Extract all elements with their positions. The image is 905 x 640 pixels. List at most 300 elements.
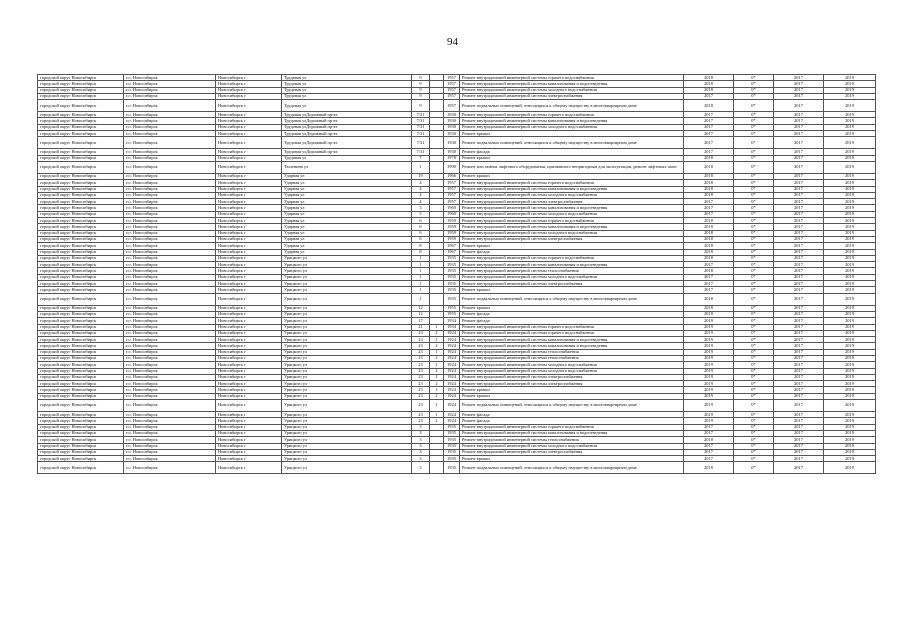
cell-municipality: городской округ Новосибирск [38,249,124,255]
cell-locality: Новосибирск г [216,437,282,443]
cell-year-built: 1924 [444,381,460,387]
cell-year-built: 1957 [444,87,460,93]
cell-building: 2 [430,381,444,387]
cell-settlement: г.о. Новосибирск [124,374,216,380]
cell-cost: 0* [734,118,774,124]
cell-municipality: городской округ Новосибирск [38,124,124,130]
cell-house-number: 1 [412,293,430,305]
cell-year-built: 1967 [444,243,460,249]
cell-work-type: Ремонт внутридомовой инженерной системы канализования и водоотведения [460,224,684,230]
cell-settlement: г.о. Новосибирск [124,262,216,268]
cell-municipality: городской округ Новосибирск [38,205,124,211]
cell-planned-year: 2019 [684,412,734,418]
cell-street: Урицкого ул [282,449,412,455]
cell-locality: Новосибирск г [216,311,282,317]
cell-street: Тюленина ул [282,161,412,173]
cell-settlement: г.о. Новосибирск [124,75,216,81]
cell-period-start: 2017 [774,180,824,186]
cell-work-type: Ремонт или замена лифтового оборудования, признанного непригодным для эксплуатации, ремонт лифтовых шахт [460,161,684,173]
cell-locality: Новосибирск г [216,318,282,324]
cell-period-end: 2019 [824,418,876,424]
cell-house-number: 5 [412,211,430,217]
cell-cost: 0* [734,180,774,186]
cell-year-built: 1959 [444,236,460,242]
cell-period-end: 2019 [824,137,876,149]
cell-street: Трудовая улДорожный пр-кт [282,137,412,149]
cell-municipality: городской округ Новосибирск [38,362,124,368]
cell-municipality: городской округ Новосибирск [38,218,124,224]
cell-work-type: Ремонт внутридомовой инженерной системы теплоснабжения [460,355,684,361]
cell-settlement: г.о. Новосибирск [124,93,216,99]
cell-cost: 0* [734,255,774,261]
cell-cost: 0* [734,161,774,173]
cell-work-type: Ремонт внутридомовой инженерной системы горячего водоснабжения [460,330,684,336]
cell-planned-year: 2017 [684,205,734,211]
cell-period-end: 2019 [824,443,876,449]
cell-work-type: Ремонт внутридомовой инженерной системы электроснабжения [460,93,684,99]
cell-period-end: 2019 [824,173,876,179]
cell-cost: 0* [734,393,774,399]
cell-municipality: городской округ Новосибирск [38,236,124,242]
cell-locality: Новосибирск г [216,449,282,455]
cell-municipality: городской округ Новосибирск [38,211,124,217]
cell-house-number: 12 [412,305,430,311]
cell-period-start: 2017 [774,243,824,249]
cell-municipality: городской округ Новосибирск [38,337,124,343]
cell-cost: 0* [734,236,774,242]
cell-period-start: 2017 [774,305,824,311]
cell-period-start: 2017 [774,236,824,242]
cell-street: Ударная ул [282,186,412,192]
cell-building: 1 [430,337,444,343]
cell-street: Ударная ул [282,230,412,236]
cell-street: Урицкого ул [282,355,412,361]
cell-house-number: 12 [412,311,430,317]
cell-house-number: 8 [412,249,430,255]
cell-planned-year: 2017 [684,424,734,430]
cell-planned-year: 2019 [684,337,734,343]
cell-cost: 0* [734,374,774,380]
cell-period-end: 2019 [824,393,876,399]
cell-house-number: 7 [412,155,430,161]
cell-year-built: 1955 [444,311,460,317]
cell-settlement: г.о. Новосибирск [124,100,216,112]
cell-cost: 0* [734,362,774,368]
cell-building: 1 [430,400,444,412]
cell-work-type: Ремонт внутридомовой инженерной системы горячего водоснабжения [460,424,684,430]
cell-settlement: г.о. Новосибирск [124,281,216,287]
cell-cost: 0* [734,81,774,87]
cell-building: 1 [430,387,444,393]
cell-locality: Новосибирск г [216,305,282,311]
cell-street: Урицкого ул [282,274,412,280]
cell-house-number: 3 [412,424,430,430]
cell-settlement: г.о. Новосибирск [124,287,216,293]
cell-year-built: 1957 [444,199,460,205]
cell-locality: Новосибирск г [216,186,282,192]
cell-planned-year: 2019 [684,400,734,412]
cell-settlement: г.о. Новосибирск [124,330,216,336]
cell-period-end: 2019 [824,268,876,274]
cell-locality: Новосибирск г [216,236,282,242]
cell-planned-year: 2018 [684,87,734,93]
cell-house-number: 6 [412,224,430,230]
cell-year-built: 1924 [444,330,460,336]
cell-settlement: г.о. Новосибирск [124,443,216,449]
cell-settlement: г.о. Новосибирск [124,424,216,430]
cell-house-number: 7/31 [412,137,430,149]
cell-planned-year: 2018 [684,268,734,274]
cell-period-end: 2019 [824,100,876,112]
cell-planned-year: 2018 [684,255,734,261]
cell-year-built: 1935 [444,274,460,280]
cell-period-end: 2019 [824,287,876,293]
cell-street: Урицкого ул [282,374,412,380]
cell-work-type: Ремонт фасада [460,318,684,324]
cell-period-end: 2019 [824,262,876,268]
cell-period-start: 2017 [774,456,824,462]
cell-locality: Новосибирск г [216,137,282,149]
cell-street: Трудовая улДорожный пр-кт [282,131,412,137]
cell-work-type: Ремонт крыши [460,393,684,399]
cell-work-type: Ремонт внутридомовой инженерной системы горячего водоснабжения [460,218,684,224]
cell-municipality: городской округ Новосибирск [38,324,124,330]
cell-planned-year: 2017 [684,199,734,205]
cell-period-start: 2017 [774,118,824,124]
cell-period-end: 2019 [824,211,876,217]
cell-locality: Новосибирск г [216,100,282,112]
cell-year-built: 1935 [444,287,460,293]
cell-locality: Новосибирск г [216,180,282,186]
cell-planned-year: 2018 [684,437,734,443]
cell-cost: 0* [734,75,774,81]
cell-period-start: 2017 [774,205,824,211]
cell-planned-year: 2019 [684,381,734,387]
cell-cost: 0* [734,443,774,449]
page-number: 94 [447,36,458,48]
cell-cost: 0* [734,349,774,355]
cell-municipality: городской округ Новосибирск [38,330,124,336]
cell-municipality: городской округ Новосибирск [38,81,124,87]
cell-street: Урицкого ул [282,343,412,349]
cell-planned-year: 2019 [684,330,734,336]
cell-cost: 0* [734,218,774,224]
cell-locality: Новосибирск г [216,218,282,224]
cell-period-start: 2017 [774,274,824,280]
cell-period-end: 2019 [824,149,876,155]
cell-settlement: г.о. Новосибирск [124,124,216,130]
cell-planned-year: 2018 [684,224,734,230]
cell-cost: 0* [734,343,774,349]
cell-house-number: 23 [412,355,430,361]
cell-street: Урицкого ул [282,255,412,261]
cell-period-start: 2017 [774,381,824,387]
cell-cost: 0* [734,318,774,324]
cell-planned-year: 2018 [684,311,734,317]
cell-locality: Новосибирск г [216,393,282,399]
cell-settlement: г.о. Новосибирск [124,137,216,149]
cell-locality: Новосибирск г [216,224,282,230]
cell-house-number: 23 [412,343,430,349]
cell-settlement: г.о. Новосибирск [124,87,216,93]
cell-house-number: 1 [412,161,430,173]
cell-year-built: 1930 [444,149,460,155]
cell-settlement: г.о. Новосибирск [124,349,216,355]
cell-planned-year: 2019 [684,368,734,374]
cell-house-number: 7/31 [412,149,430,155]
cell-locality: Новосибирск г [216,149,282,155]
cell-period-start: 2017 [774,437,824,443]
cell-locality: Новосибирск г [216,192,282,198]
cell-work-type: Ремонт внутридомовой инженерной системы холодного водоснабжения [460,87,684,93]
cell-settlement: г.о. Новосибирск [124,368,216,374]
cell-planned-year: 2017 [684,449,734,455]
cell-locality: Новосибирск г [216,255,282,261]
cell-house-number: 6 [412,218,430,224]
cell-cost: 0* [734,131,774,137]
cell-municipality: городской округ Новосибирск [38,186,124,192]
cell-settlement: г.о. Новосибирск [124,205,216,211]
cell-work-type: Ремонт внутридомовой инженерной системы холодного водоснабжения [460,274,684,280]
cell-work-type: Ремонт крыши [460,155,684,161]
cell-period-start: 2017 [774,173,824,179]
cell-settlement: г.о. Новосибирск [124,311,216,317]
cell-period-end: 2019 [824,87,876,93]
cell-year-built: 1935 [444,281,460,287]
cell-street: Урицкого ул [282,330,412,336]
cell-house-number: 3 [412,437,430,443]
cell-period-start: 2017 [774,268,824,274]
cell-period-end: 2019 [824,374,876,380]
cell-house-number: 7/31 [412,131,430,137]
cell-settlement: г.о. Новосибирск [124,387,216,393]
cell-street: Трудовая улДорожный пр-кт [282,118,412,124]
cell-period-start: 2017 [774,249,824,255]
cell-period-end: 2019 [824,355,876,361]
cell-cost: 0* [734,93,774,99]
cell-year-built: 1960 [444,211,460,217]
cell-municipality: городской округ Новосибирск [38,287,124,293]
cell-cost: 0* [734,430,774,436]
cell-year-built: 1924 [444,393,460,399]
cell-street: Урицкого ул [282,262,412,268]
cell-period-end: 2019 [824,274,876,280]
cell-planned-year: 2017 [684,262,734,268]
cell-period-start: 2017 [774,324,824,330]
cell-street: Трудовая улДорожный пр-кт [282,149,412,155]
cell-municipality: городской округ Новосибирск [38,192,124,198]
cell-period-end: 2019 [824,180,876,186]
cell-street: Трудовая ул [282,75,412,81]
cell-settlement: г.о. Новосибирск [124,192,216,198]
cell-planned-year: 2017 [684,124,734,130]
cell-work-type: Ремонт внутридомовой инженерной системы электроснабжения [460,199,684,205]
cell-period-end: 2019 [824,218,876,224]
cell-house-number: 23 [412,393,430,399]
cell-settlement: г.о. Новосибирск [124,324,216,330]
cell-work-type: Ремонт внутридомовой инженерной системы холодного водоснабжения [460,192,684,198]
cell-work-type: Ремонт внутридомовой инженерной системы канализования и водоотведения [460,343,684,349]
cell-period-start: 2017 [774,192,824,198]
cell-year-built: 1924 [444,355,460,361]
cell-cost: 0* [734,293,774,305]
cell-year-built: 1935 [444,424,460,430]
cell-house-number: 3 [412,462,430,474]
cell-locality: Новосибирск г [216,443,282,449]
cell-work-type: Ремонт внутридомовой инженерной системы холодного водоснабжения [460,230,684,236]
cell-year-built: 1959 [444,230,460,236]
cell-planned-year: 2019 [684,393,734,399]
cell-locality: Новосибирск г [216,381,282,387]
cell-settlement: г.о. Новосибирск [124,268,216,274]
cell-cost: 0* [734,262,774,268]
cell-period-start: 2017 [774,137,824,149]
cell-municipality: городской округ Новосибирск [38,281,124,287]
cell-municipality: городской округ Новосибирск [38,161,124,173]
cell-municipality: городской округ Новосибирск [38,412,124,418]
cell-municipality: городской округ Новосибирск [38,93,124,99]
cell-street: Урицкого ул [282,268,412,274]
cell-municipality: городской округ Новосибирск [38,262,124,268]
cell-planned-year: 2019 [684,362,734,368]
cell-period-end: 2019 [824,362,876,368]
cell-period-start: 2017 [774,311,824,317]
cell-settlement: г.о. Новосибирск [124,173,216,179]
cell-period-start: 2017 [774,287,824,293]
table-row [38,137,876,149]
cell-building: 1 [430,324,444,330]
cell-work-type: Ремонт фасада [460,311,684,317]
cell-municipality: городской округ Новосибирск [38,230,124,236]
cell-street: Урицкого ул [282,349,412,355]
cell-period-start: 2017 [774,112,824,118]
cell-work-type: Ремонт внутридомовой инженерной системы канализования и водоотведения [460,81,684,87]
cell-period-end: 2019 [824,456,876,462]
cell-municipality: городской округ Новосибирск [38,430,124,436]
cell-cost: 0* [734,281,774,287]
cell-year-built: 1955 [444,305,460,311]
cell-year-built: 1934 [444,318,460,324]
cell-work-type: Ремонт внутридомовой инженерной системы теплоснабжения [460,268,684,274]
cell-work-type: Ремонт подвальных помещений, относящихся к общему имуществу в многоквартирном доме [460,400,684,412]
cell-locality: Новосибирск г [216,424,282,430]
cell-street: Урицкого ул [282,305,412,311]
cell-cost: 0* [734,199,774,205]
cell-settlement: г.о. Новосибирск [124,400,216,412]
cell-street: Ударная ул [282,180,412,186]
cell-work-type: Ремонт подвальных помещений, относящихся к общему имуществу в многоквартирном доме [460,100,684,112]
cell-planned-year: 2019 [684,418,734,424]
cell-cost: 0* [734,387,774,393]
cell-year-built: 1924 [444,349,460,355]
cell-locality: Новосибирск г [216,456,282,462]
cell-year-built: 1960 [444,205,460,211]
cell-period-end: 2019 [824,424,876,430]
cell-planned-year: 2018 [684,230,734,236]
cell-period-start: 2017 [774,424,824,430]
cell-planned-year: 2017 [684,456,734,462]
cell-work-type: Ремонт внутридомовой инженерной системы холодного водоснабжения [460,211,684,217]
cell-settlement: г.о. Новосибирск [124,211,216,217]
cell-settlement: г.о. Новосибирск [124,161,216,173]
cell-period-start: 2017 [774,255,824,261]
cell-period-start: 2017 [774,87,824,93]
cell-house-number: 3 [412,430,430,436]
cell-municipality: городской округ Новосибирск [38,224,124,230]
cell-year-built: 1935 [444,462,460,474]
cell-period-end: 2019 [824,124,876,130]
cell-locality: Новосибирск г [216,81,282,87]
cell-year-built: 1966 [444,173,460,179]
cell-street: Ударная ул [282,218,412,224]
cell-locality: Новосибирск г [216,355,282,361]
cell-period-start: 2017 [774,343,824,349]
cell-year-built: 1924 [444,374,460,380]
cell-settlement: г.о. Новосибирск [124,343,216,349]
cell-house-number: 23 [412,400,430,412]
cell-period-end: 2019 [824,199,876,205]
cell-settlement: г.о. Новосибирск [124,430,216,436]
cell-year-built: 1935 [444,437,460,443]
cell-period-start: 2017 [774,443,824,449]
cell-cost: 0* [734,311,774,317]
cell-work-type: Ремонт крыши [460,387,684,393]
cell-locality: Новосибирск г [216,87,282,93]
cell-period-end: 2019 [824,118,876,124]
cell-period-end: 2019 [824,243,876,249]
cell-house-number: 7/31 [412,118,430,124]
cell-municipality: городской округ Новосибирск [38,318,124,324]
cell-municipality: городской округ Новосибирск [38,87,124,93]
cell-period-start: 2017 [774,337,824,343]
cell-building [430,100,444,112]
cell-house-number: 17 [412,318,430,324]
cell-street: Урицкого ул [282,281,412,287]
cell-building: 2 [430,343,444,349]
cell-municipality: городской округ Новосибирск [38,418,124,424]
cell-municipality: городской округ Новосибирск [38,255,124,261]
cell-municipality: городской округ Новосибирск [38,443,124,449]
cell-cost: 0* [734,412,774,418]
cell-year-built: 1924 [444,362,460,368]
cell-locality: Новосибирск г [216,343,282,349]
cell-settlement: г.о. Новосибирск [124,199,216,205]
cell-work-type: Ремонт фасада [460,412,684,418]
cell-street: Ударная ул [282,236,412,242]
cell-building: 2 [430,355,444,361]
cell-period-start: 2017 [774,81,824,87]
cell-municipality: городской округ Новосибирск [38,381,124,387]
cell-cost: 0* [734,381,774,387]
cell-cost: 0* [734,243,774,249]
cell-work-type: Ремонт внутридомовой инженерной системы канализования и водоотведения [460,337,684,343]
cell-cost: 0* [734,249,774,255]
cell-locality: Новосибирск г [216,387,282,393]
cell-period-start: 2017 [774,93,824,99]
cell-planned-year: 2017 [684,149,734,155]
cell-municipality: городской округ Новосибирск [38,462,124,474]
cell-building [430,293,444,305]
cell-period-end: 2019 [824,381,876,387]
cell-planned-year: 2018 [684,186,734,192]
cell-street: Урицкого ул [282,362,412,368]
cell-work-type: Ремонт крыши [460,287,684,293]
cell-settlement: г.о. Новосибирск [124,337,216,343]
cell-house-number: 23 [412,337,430,343]
cell-municipality: городской округ Новосибирск [38,355,124,361]
cell-house-number: 1 [412,287,430,293]
cell-period-start: 2017 [774,100,824,112]
